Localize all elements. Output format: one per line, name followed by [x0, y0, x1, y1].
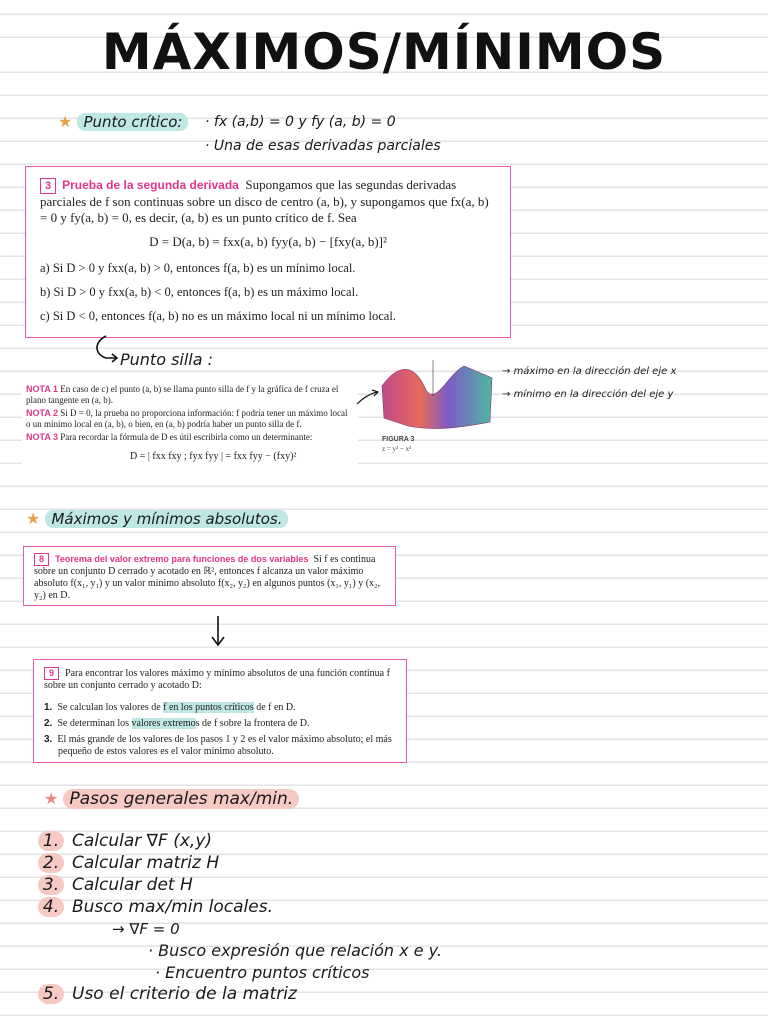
box-intro: Para encontrar los valores máximo y mínimo absolutos de una función continua f sobre un conjunto cerrado y acotado D: [44, 668, 390, 691]
note1-label: NOTA 1 [26, 384, 59, 394]
determinant-formula: D = | fxx fxy ; fyx fyy | = fxx fyy − (fxy)² [130, 451, 297, 462]
max-direction-annotation: → máximo en la dirección del eje x [502, 366, 677, 377]
box-heading: Prueba de la segunda derivada [62, 178, 239, 192]
saddle-point-label: Punto silla : [120, 350, 214, 369]
box-heading: Teorema del valor extremo para funciones de dos variables [55, 554, 309, 564]
step-4a: → ∇F = 0 [112, 920, 180, 938]
step-2: 2. Calcular matriz H [38, 853, 219, 873]
step-4c: · Encuentro puntos críticos [155, 963, 370, 982]
step-4: 4. Busco max/min locales. [38, 897, 273, 917]
procedure-step-2: 2. Se determinan los valores extremos de f sobre la frontera de D. [44, 718, 310, 729]
note3-text: Para recordar la fórmula de D es útil escribirla como un determinante: [60, 432, 313, 442]
procedure-step-1: 1. Se calculan los valores de f en los puntos críticos de f en D. [44, 702, 296, 713]
item-a: a) Si D > 0 y fxx(a, b) > 0, entonces f(a, b) es un mínimo local. [40, 261, 356, 275]
saddle-notes [22, 380, 358, 476]
figure-caption: z = y² − x² [382, 445, 412, 453]
absolute-extrema-procedure-box [33, 659, 407, 763]
critical-point-line1: · fx (a,b) = 0 y fy (a, b) = 0 [205, 114, 396, 130]
star-icon: ★ [44, 789, 59, 808]
box-number: 3 [40, 178, 56, 194]
absolute-heading [26, 509, 288, 528]
step-5: 5. Uso el criterio de la matriz [38, 984, 297, 1004]
item-c: c) Si D < 0, entonces f(a, b) no es un máximo local ni un mínimo local. [40, 309, 396, 323]
note1-text: En caso de c) el punto (a, b) se llama punto silla de f y la gráfica de f cruza el plano tangente en (a, b). [26, 384, 339, 405]
step-1: 1. Calcular ∇F (x,y) [38, 831, 212, 851]
box-number: 8 [34, 553, 49, 566]
general-steps-heading [44, 789, 299, 809]
absolute-label: Máximos y mínimos absolutos. [45, 510, 288, 528]
note2-label: NOTA 2 [26, 408, 59, 418]
extreme-value-theorem-box [23, 546, 396, 606]
box-number: 9 [44, 667, 59, 680]
critical-point-heading [58, 112, 188, 131]
star-icon: ★ [26, 509, 41, 528]
box-intro: Supongamos que las segundas derivadas parciales de f son continuas sobre un disco de centro (a, b), y supongamos que fx(a, b) = 0 y fy(a, b) = 0, es decir, (a, b) es un punto crítico de f. Sea [40, 177, 489, 225]
step-3: 3. Calcular det H [38, 875, 193, 895]
procedure-step-3: 3. El más grande de los valores de los pasos 1 y 2 es el valor máximo absoluto; el más pequeño de estos valores es el valor mínimo absoluto. [44, 734, 392, 757]
critical-point-line2: · Una de esas derivadas parciales [205, 138, 441, 154]
arrow-to-figure-icon [355, 388, 381, 406]
d-formula: D = D(a, b) = fxx(a, b) fyy(a, b) − [fxy(a, b)]² [149, 234, 387, 249]
box-body: Si f es continua sobre un conjunto D cerrado y acotado en ℝ², entonces f alcanza un valor máximo absoluto f(x₁, y₁) y un valor mínimo absoluto f(x₂, y₂) en algunos puntos (x₁, y₁) y (x₂, y₂) en D. [34, 554, 381, 601]
page-title: MÁXIMOS/MÍNIMOS [101, 23, 667, 81]
note2-text: Si D = 0, la prueba no proporciona información: f podría tener un máximo local o un mínimo local en (a, b), o bien, en (a, b) podría haber un punto silla de f. [26, 408, 348, 429]
figure-label: FIGURA 3 [382, 436, 415, 443]
critical-point-label: Punto crítico: [77, 113, 188, 131]
step-4b: · Busco expresión que relación x e y. [148, 941, 442, 960]
saddle-surface-figure [378, 356, 496, 434]
second-derivative-test-box [25, 166, 511, 338]
down-arrow-icon [208, 614, 228, 648]
curved-arrow-icon [92, 334, 122, 364]
note3-label: NOTA 3 [26, 432, 59, 442]
star-icon: ★ [58, 112, 73, 131]
min-direction-annotation: → mínimo en la dirección del eje y [502, 389, 674, 400]
item-b: b) Si D > 0 y fxx(a, b) < 0, entonces f(a, b) es un máximo local. [40, 285, 359, 299]
general-steps-label: Pasos generales max/min. [63, 789, 299, 809]
